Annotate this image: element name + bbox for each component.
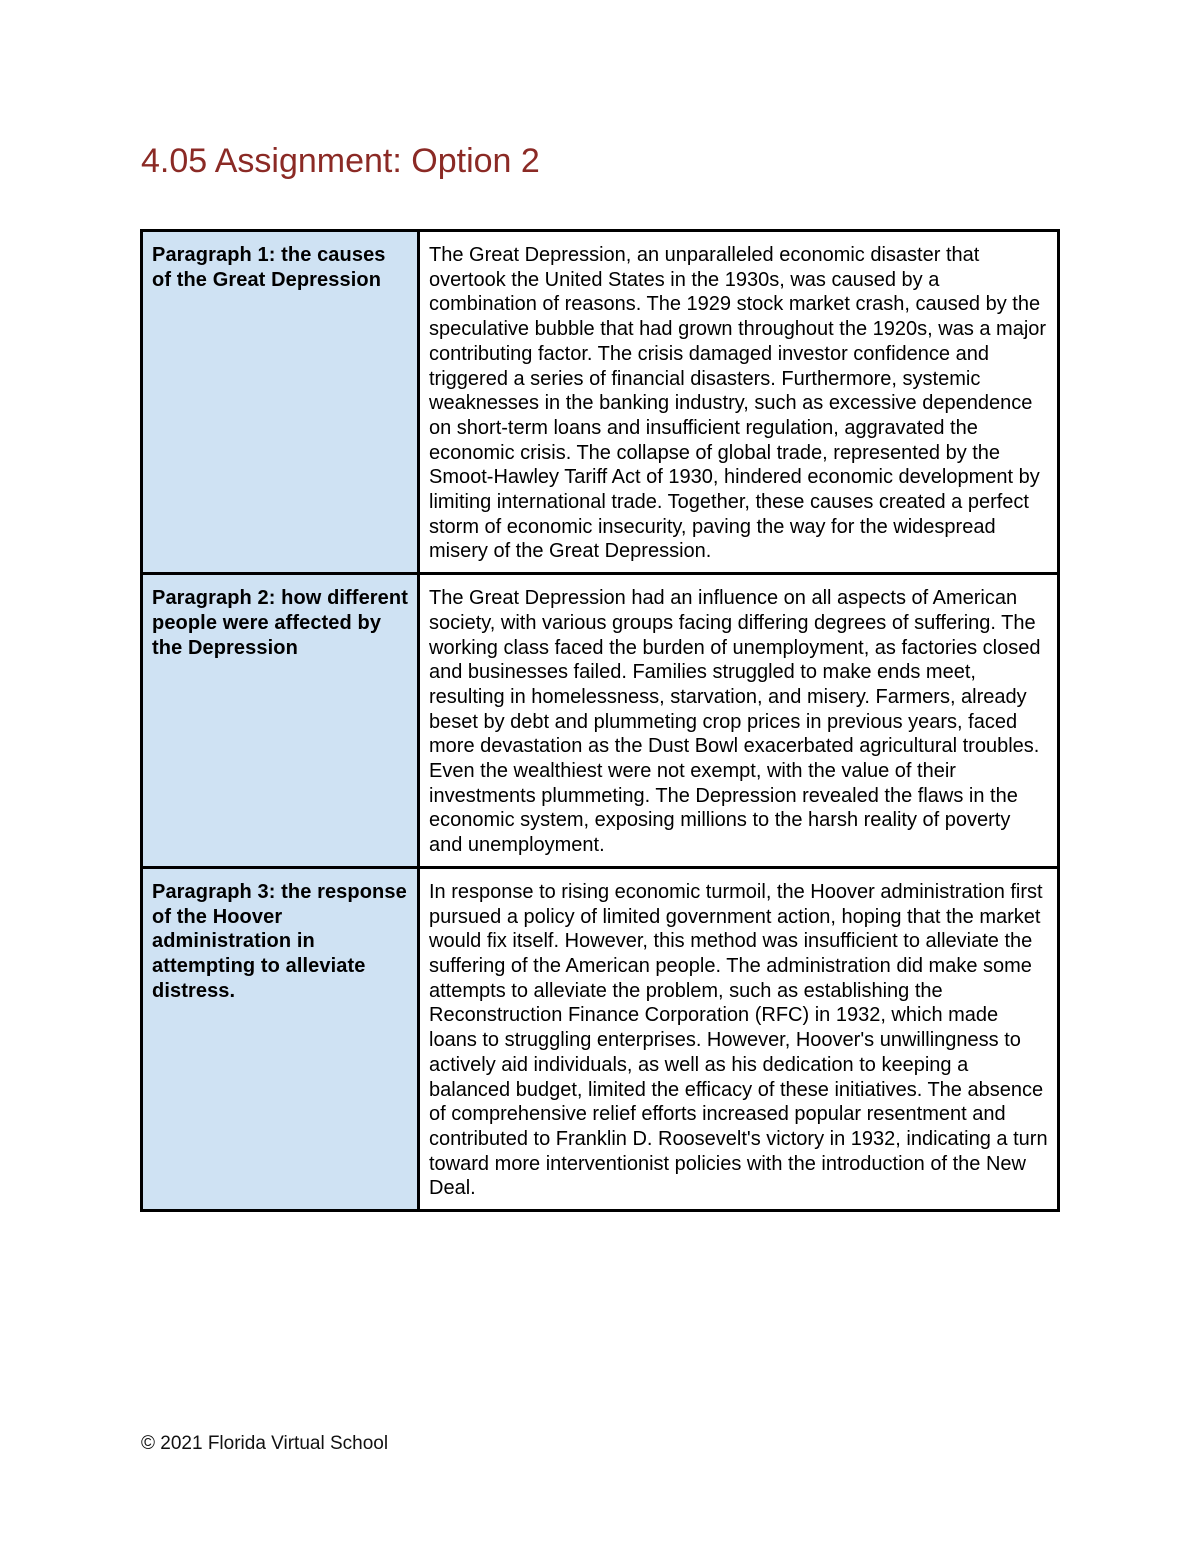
row-paragraph: The Great Depression had an influence on all aspects of American society, with various groups facing differing degrees of suffering. The working class faced the burden of unemployment, as factories closed and businesses failed. Families struggled to make ends meet, resulting in homelessness, starvation, and misery. Farmers, already beset by debt and plummeting crop prices in previous years, faced more devastation as the Dust Bowl exacerbated agricultural troubles. Even the wealthiest were not exempt, with the value of their investments plummeting. The Depression revealed the flaws in the economic system, exposing millions to the harsh reality of poverty and unemployment. [419, 574, 1059, 868]
table-row [142, 574, 1059, 868]
table-row [142, 231, 1059, 574]
row-label: Paragraph 2: how different people were affected by the Depression [142, 574, 419, 868]
row-label: Paragraph 3: the response of the Hoover administration in attempting to alleviate distress. [142, 867, 419, 1210]
copyright-footer: © 2021 Florida Virtual School [141, 1433, 389, 1454]
row-paragraph: In response to rising economic turmoil, the Hoover administration first pursued a policy of limited government action, hoping that the market would fix itself. However, this method was insufficient to alleviate the suffering of the American people. The administration did make some attempts to alleviate the problem, such as establishing the Reconstruction Finance Corporation (RFC) in 1932, which made loans to struggling enterprises. However, Hoover's unwillingness to actively aid individuals, as well as his dedication to keeping a balanced budget, limited the efficacy of these initiatives. The absence of comprehensive relief efforts increased popular resentment and contributed to Franklin D. Roosevelt's victory in 1932, indicating a turn toward more interventionist policies with the introduction of the New Deal. [419, 867, 1059, 1210]
outline-table [140, 229, 1060, 1212]
table-row [142, 867, 1059, 1210]
row-label: Paragraph 1: the causes of the Great Depression [142, 231, 419, 574]
page-title: 4.05 Assignment: Option 2 [141, 142, 540, 180]
row-paragraph: The Great Depression, an unparalleled economic disaster that overtook the United States in the 1930s, was caused by a combination of reasons. The 1929 stock market crash, caused by the speculative bubble that had grown throughout the 1920s, was a major contributing factor. The crisis damaged investor confidence and triggered a series of financial disasters. Furthermore, systemic weaknesses in the banking industry, such as excessive dependence on short-term loans and insufficient regulation, aggravated the economic crisis. The collapse of global trade, represented by the Smoot-Hawley Tariff Act of 1930, hindered economic development by limiting international trade. Together, these causes created a perfect storm of economic insecurity, paving the way for the widespread misery of the Great Depression. [419, 231, 1059, 574]
